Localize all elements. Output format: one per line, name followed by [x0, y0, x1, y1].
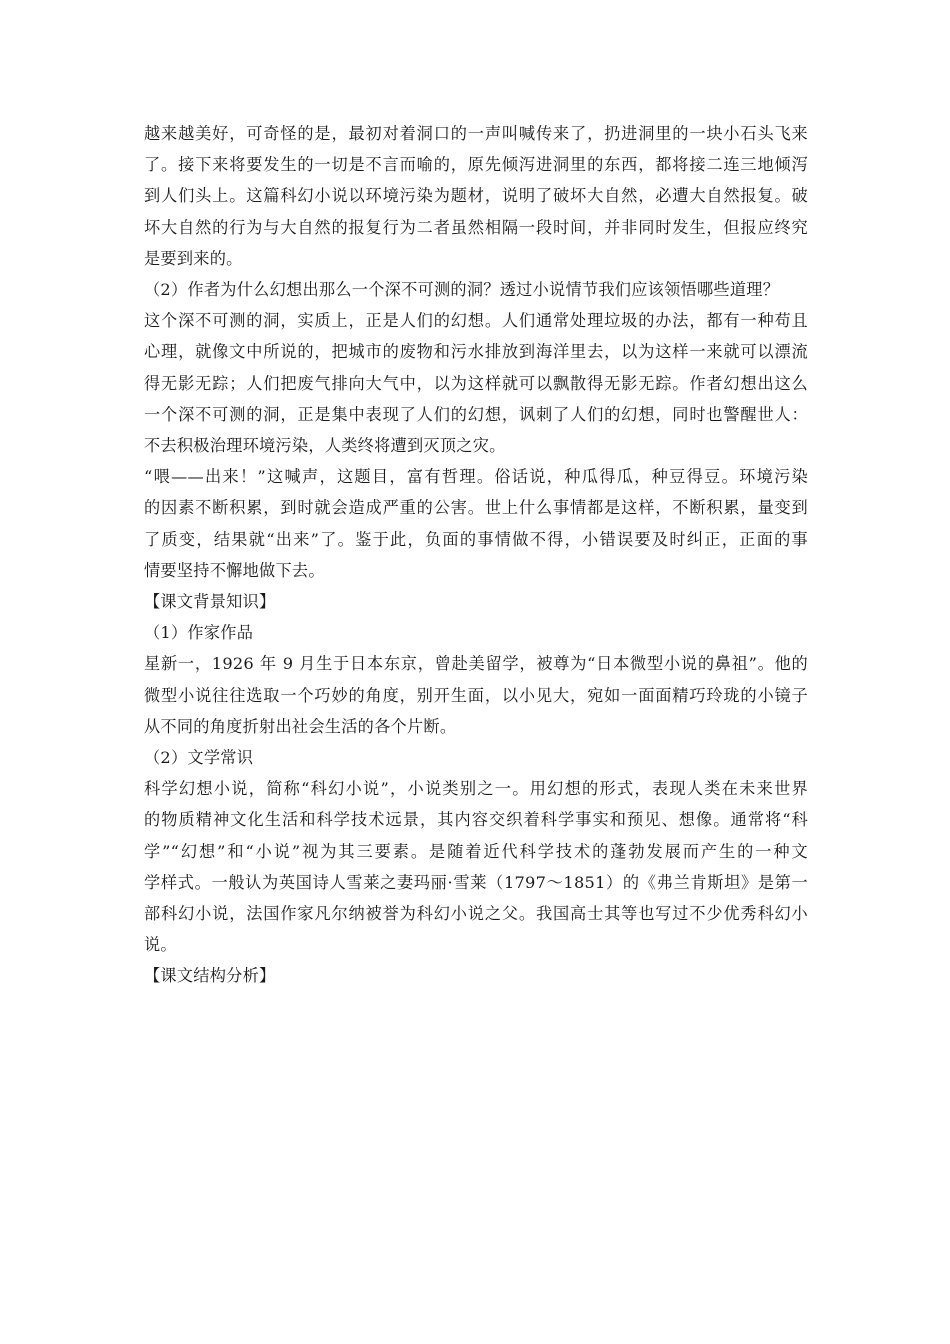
question-2: （2）作者为什么幻想出那么一个深不可测的洞？透过小说情节我们应该领悟哪些道理？ — [144, 280, 780, 300]
text-line: 心理，就像文中所说的，把城市的废物和污水排放到海洋里去，以为这样一来就可以漂流 — [144, 342, 808, 362]
section-structure: 【课文结构分析】 — [144, 966, 276, 986]
text-line: 了。接下来将要发生的一切是不言而喻的，原先倾泻进洞里的东西，都将接二连三地倾泻 — [144, 155, 808, 175]
text-line: 微型小说往往选取一个巧妙的角度，别开生面，以小见大，宛如一面面精巧玲珑的小镜子 — [144, 685, 808, 705]
text-line: 科学幻想小说，简称“科幻小说”，小说类别之一。用幻想的形式，表现人类在未来世界 — [144, 779, 808, 799]
paragraph-continuation — [144, 118, 808, 274]
paragraph-author — [144, 648, 808, 742]
text-line: 的因素不断积累，到时就会造成严重的公害。世上什么事情都是这样，不断积累，量变到 — [144, 498, 808, 518]
text-line: 情要坚持不懈地做下去。 — [144, 560, 325, 580]
text-line: 学样式。一般认为英国诗人雪莱之妻玛丽·雪莱（1797～1851）的《弗兰肯斯坦》是第一 — [144, 872, 808, 892]
document-body — [144, 118, 808, 992]
subsection-literature: （2）文学常识 — [144, 748, 254, 768]
paragraph-shout — [144, 461, 808, 586]
text-line: 部科幻小说，法国作家凡尔纳被誉为科幻小说之父。我国高士其等也写过不少优秀科幻小 — [144, 904, 808, 924]
text-line: 的物质精神文化生活和科学技术远景，其内容交织着科学事实和预见、想像。通常将“科 — [144, 810, 808, 830]
text-line: 越来越美好，可奇怪的是，最初对着洞口的一声叫喊传来了，扔进洞里的一块小石头飞来 — [144, 124, 808, 143]
text-line: 说。 — [144, 935, 177, 955]
section-background: 【课文背景知识】 — [144, 592, 276, 612]
text-line: 星新一，1926 年 9 月生于日本东京，曾赴美留学，被尊为“日本微型小说的鼻祖”。他的 — [144, 654, 808, 674]
text-line: “喂——出来！”这喊声，这题目，富有哲理。俗话说，种瓜得瓜，种豆得豆。环境污染 — [144, 467, 808, 487]
subsection-author: （1）作家作品 — [144, 623, 254, 643]
text-line: 了质变，结果就“出来”了。鉴于此，负面的事情做不得，小错误要及时纠正，正面的事 — [144, 529, 808, 549]
text-line: 学”“幻想”和“小说”视为其三要素。是随着近代科学技术的蓬勃发展而产生的一种文 — [144, 841, 808, 861]
text-line: 是要到来的。 — [144, 248, 243, 268]
paragraph-scifi — [144, 773, 808, 960]
paragraph-hole-meaning — [144, 305, 808, 461]
text-line: 不去积极治理环境污染，人类终将遭到灭顶之灾。 — [144, 436, 506, 456]
text-line: 坏大自然的行为与大自然的报复行为二者虽然相隔一段时间，并非同时发生，但报应终究 — [144, 217, 808, 237]
text-line: 从不同的角度折射出社会生活的各个片断。 — [144, 716, 457, 736]
text-line: 这个深不可测的洞，实质上，正是人们的幻想。人们通常处理垃圾的办法，都有一种苟且 — [144, 311, 808, 331]
text-line: 到人们头上。这篇科幻小说以环境污染为题材，说明了破坏大自然，必遭大自然报复。破 — [144, 186, 808, 206]
text-line: 一个深不可测的洞，正是集中表现了人们的幻想，讽刺了人们的幻想，同时也警醒世人： — [144, 404, 808, 424]
text-line: 得无影无踪；人们把废气排向大气中，以为这样就可以飘散得无影无踪。作者幻想出这么 — [144, 373, 808, 393]
